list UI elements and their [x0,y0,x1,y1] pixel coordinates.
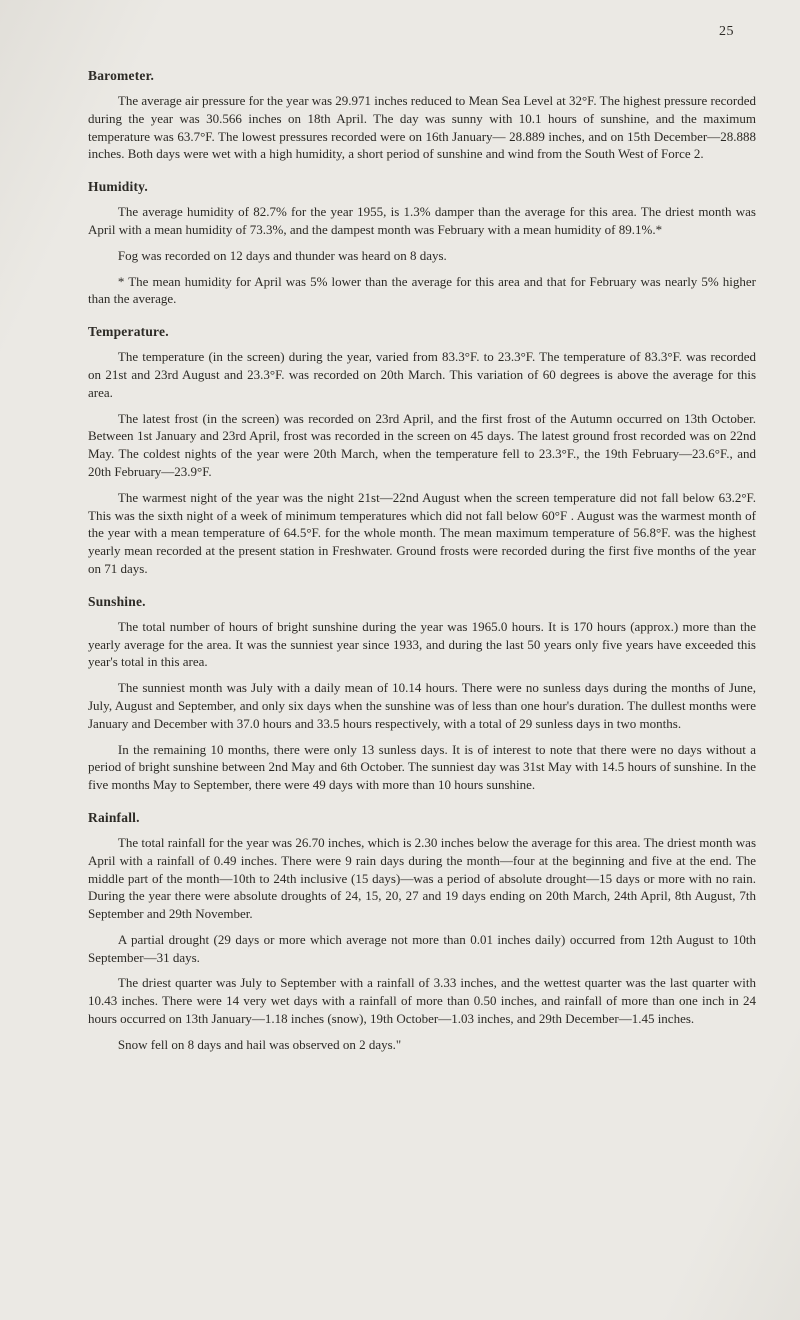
section-heading-barometer: Barometer. [88,68,155,83]
section-heading-rainfall: Rainfall. [88,809,140,825]
paragraph: Fog was recorded on 12 days and thunder was heard on 8 days. [117,247,447,263]
section-heading-sunshine: Sunshine. [88,593,146,609]
section-temperature [88,324,756,578]
section-barometer [88,68,756,163]
paragraph: The driest quarter was July to September with a rainfall of 3.33 inches, and the wettest quarter was the last quarter with 10.43 inches. There were 14 very wet days with a rainfall of more than 0.50 inches, and rainfall of more than one inch in 24 hours occurred on 13th January—1.18 inches (snow), 19th October—1.03 inches, and 29th December—1.45 inches. [88,975,756,1027]
paragraph: Snow fell on 8 days and hail was observed on 2 days." [117,1036,402,1052]
paragraph: A partial drought (29 days or more which average not more than 0.01 inches daily) occurred from 12th August to 10th September—31 days. [88,931,756,965]
paragraph: The average humidity of 82.7% for the year 1955, is 1.3% damper than the average for this area. The driest month was April with a mean humidity of 73.3%, and the dampest month was February with a mean humidity of 89.1%.* [88,204,756,237]
paragraph: The sunniest month was July with a daily mean of 10.14 hours. There were no sunless days during the months of June, July, August and September, and only six days when the sunshine was of less than one hour's duration. The dullest months were January and December with 37.0 hours and 33.5 hours respectively, with a total of 29 sunless days in two months. [88,680,756,731]
section-humidity [88,179,756,308]
paragraph: In the remaining 10 months, there were only 13 sunless days. It is of interest to note that there were no days without a period of bright sunshine between 2nd May and 6th October. The sunniest day was 31st May with 14.5 hours of sunshine. In the five months May to September, there were 49 days with more than 10 hours sunshine. [88,741,756,793]
section-heading-temperature: Temperature. [88,324,169,340]
page-number: 25 [719,24,734,39]
paragraph: The latest frost (in the screen) was recorded on 23rd April, and the first frost of the Autumn occurred on 13th October. Between 1st January and 23rd April, frost was recorded in the screen on 45 days. The latest ground frost recorded was on 22nd May. The coldest nights of the year were 20th March, when the temperature fell to 23.3°F., the 19th February—23.6°F., and 20th February—23.9°F. [88,410,756,479]
section-rainfall [88,810,756,1054]
paragraph: The total rainfall for the year was 26.70 inches, which is 2.30 inches below the average for this area. The driest month was April with a rainfall of 0.49 inches. There were 9 rain days during the month—four at the beginning and five at the end. The middle part of the month—10th to 24th inclusive (15 days)—was a period of absolute drought—15 days or more with no rain. During the year there were absolute droughts of 24, 15, 20, 27 and 19 days ending on 20th March, 24th April, 8th August, 7th September and 29th November. [88,834,756,922]
paragraph: The average air pressure for the year was 29.971 inches reduced to Mean Sea Level at 32°F. The highest pressure recorded during the year was 30.566 inches on 18th April. The day was sunny with 10.1 hours of sunshine, and the maximum temperature was 63.7°F. The lowest pressures recorded were on 16th January— 28.889 inches, and on 15th December—28.888 inches. Both days were wet with a high humidity, a short period of sunshine and wind from the South West of Force 2. [88,93,756,162]
footnote: * The mean humidity for April was 5% lower than the average for this area and that for February was nearly 5% higher than the average. [88,273,756,307]
section-sunshine [88,594,756,794]
paragraph: The total number of hours of bright sunshine during the year was 1965.0 hours. It is 170 hours (approx.) more than the yearly average for the area. It was the sunniest year since 1933, and during the last 50 years only five years have exceeded this year's total in this area. [88,618,756,670]
paragraph: The temperature (in the screen) during the year, varied from 83.3°F. to 23.3°F. The temperature of 83.3°F. was recorded on 21st and 23rd August and 23.3°F. was recorded on 20th March. This variation of 60 degrees is above the average for this area. [88,349,756,400]
paragraph: The warmest night of the year was the night 21st—22nd August when the screen temperature did not fall below 63.2°F. This was the sixth night of a week of minimum temperatures which did not fall below 60°F . August was the warmest month of the year with a mean temperature of 64.5°F. for the whole month. The mean maximum temperature of 56.8°F. was the highest yearly mean recorded at the present station in Freshwater. Ground frosts were recorded during the first five months of the year on 71 days. [88,489,756,576]
section-heading-humidity: Humidity. [88,179,148,195]
